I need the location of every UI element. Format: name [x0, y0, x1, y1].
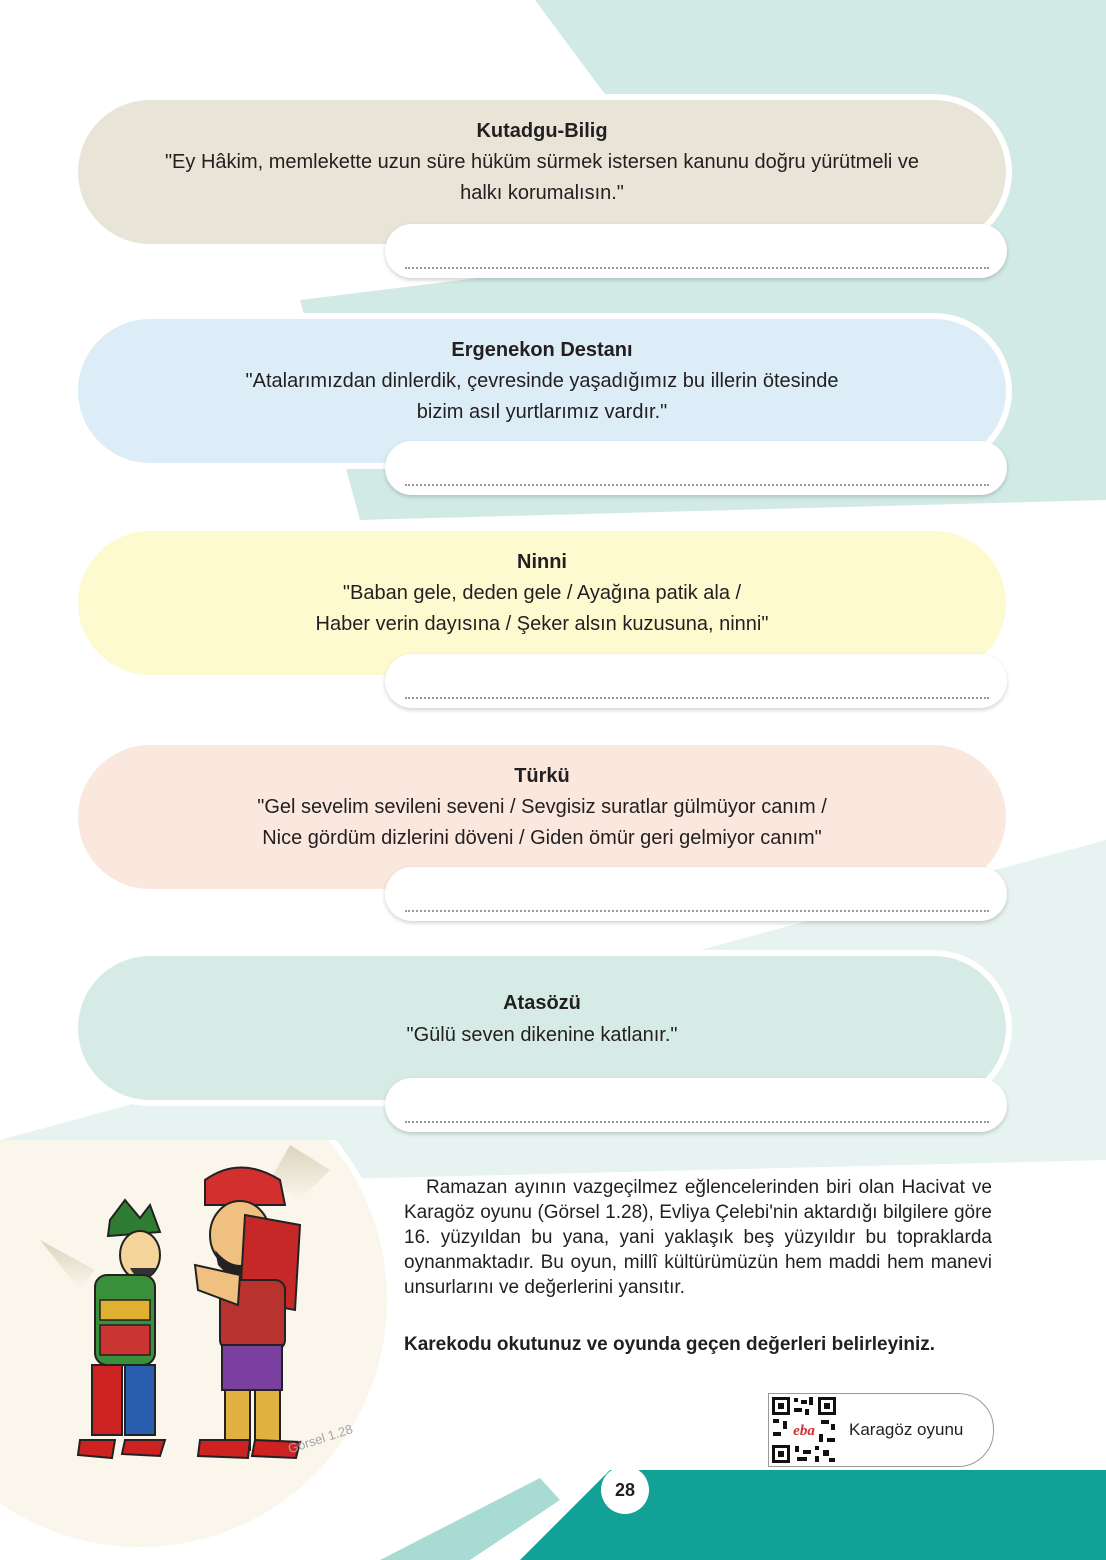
instruction-text: Karekodu okutunuz ve oyunda geçen değerleri belirleyiniz.	[404, 1334, 936, 1355]
answer-field-5[interactable]	[385, 1078, 1007, 1132]
card-quote: "Gel sevelim sevileni seveni / Sevgisiz suratlar gülmüyor canım / Nice gördüm dizlerini döveni / Giden ömür geri gelmiyor canım"	[257, 796, 827, 849]
card-title: Atasözü	[503, 992, 581, 1014]
dotted-line	[405, 1121, 989, 1123]
dotted-line	[405, 910, 989, 912]
answer-input-4[interactable]	[407, 875, 985, 905]
dotted-line	[405, 697, 989, 699]
card-title: Türkü	[514, 765, 570, 787]
card-quote: "Atalarımızdan dinlerdik, çevresinde yaşadığımız bu illerin ötesinde bizim asıl yurtlarımız vardır."	[245, 370, 839, 423]
card-quote: "Gülü seven dikenine katlanır."	[406, 1024, 678, 1046]
qr-code-link[interactable]	[768, 1393, 994, 1467]
eba-logo: eba	[793, 1423, 815, 1439]
answer-input-3[interactable]	[407, 662, 985, 692]
answer-field-1[interactable]	[385, 224, 1007, 278]
page-number: 28	[601, 1466, 649, 1514]
qr-label: Karagöz oyunu	[849, 1420, 964, 1439]
figure-caption: Görsel 1.28	[286, 1421, 355, 1457]
dotted-line	[405, 267, 989, 269]
qr-code-icon	[769, 1394, 839, 1466]
card-title: Kutadgu-Bilig	[476, 120, 608, 142]
answer-input-2[interactable]	[407, 449, 985, 479]
answer-field-3[interactable]	[385, 654, 1007, 708]
paragraph-text: Ramazan ayının vazgeçilmez eğlencelerinden biri olan Hacivat ve Karagöz oyunu (Görsel 1.28), Evliya Çelebi'nin aktardığı bilgilere göre 16. yüzyıldan bu yana, yani yaklaşık beş yüzyıldır bu topraklarda oynanmaktadır. Bu oyun, millî kültürümüzün hem maddi hem manevi unsurlarını ve değerlerini yansıtır.	[404, 1177, 992, 1298]
quote-card-kutadgu-bilig	[78, 100, 1006, 244]
card-quote: "Baban gele, deden gele / Ayağına patik ala / Haber verin dayısına / Şeker alsın kuzusuna, ninni"	[315, 582, 769, 635]
answer-input-5[interactable]	[407, 1086, 985, 1116]
dotted-line	[405, 484, 989, 486]
card-title: Ergenekon Destanı	[451, 339, 633, 361]
body-paragraph	[404, 1175, 992, 1300]
answer-field-2[interactable]	[385, 441, 1007, 495]
card-quote: "Ey Hâkim, memlekette uzun süre hüküm sürmek istersen kanunu doğru yürütmeli ve halkı korumalısın."	[164, 151, 920, 204]
answer-input-1[interactable]	[407, 232, 985, 262]
karagoz-hacivat-figure	[0, 1140, 390, 1560]
answer-field-4[interactable]	[385, 867, 1007, 921]
card-title: Ninni	[517, 551, 567, 573]
